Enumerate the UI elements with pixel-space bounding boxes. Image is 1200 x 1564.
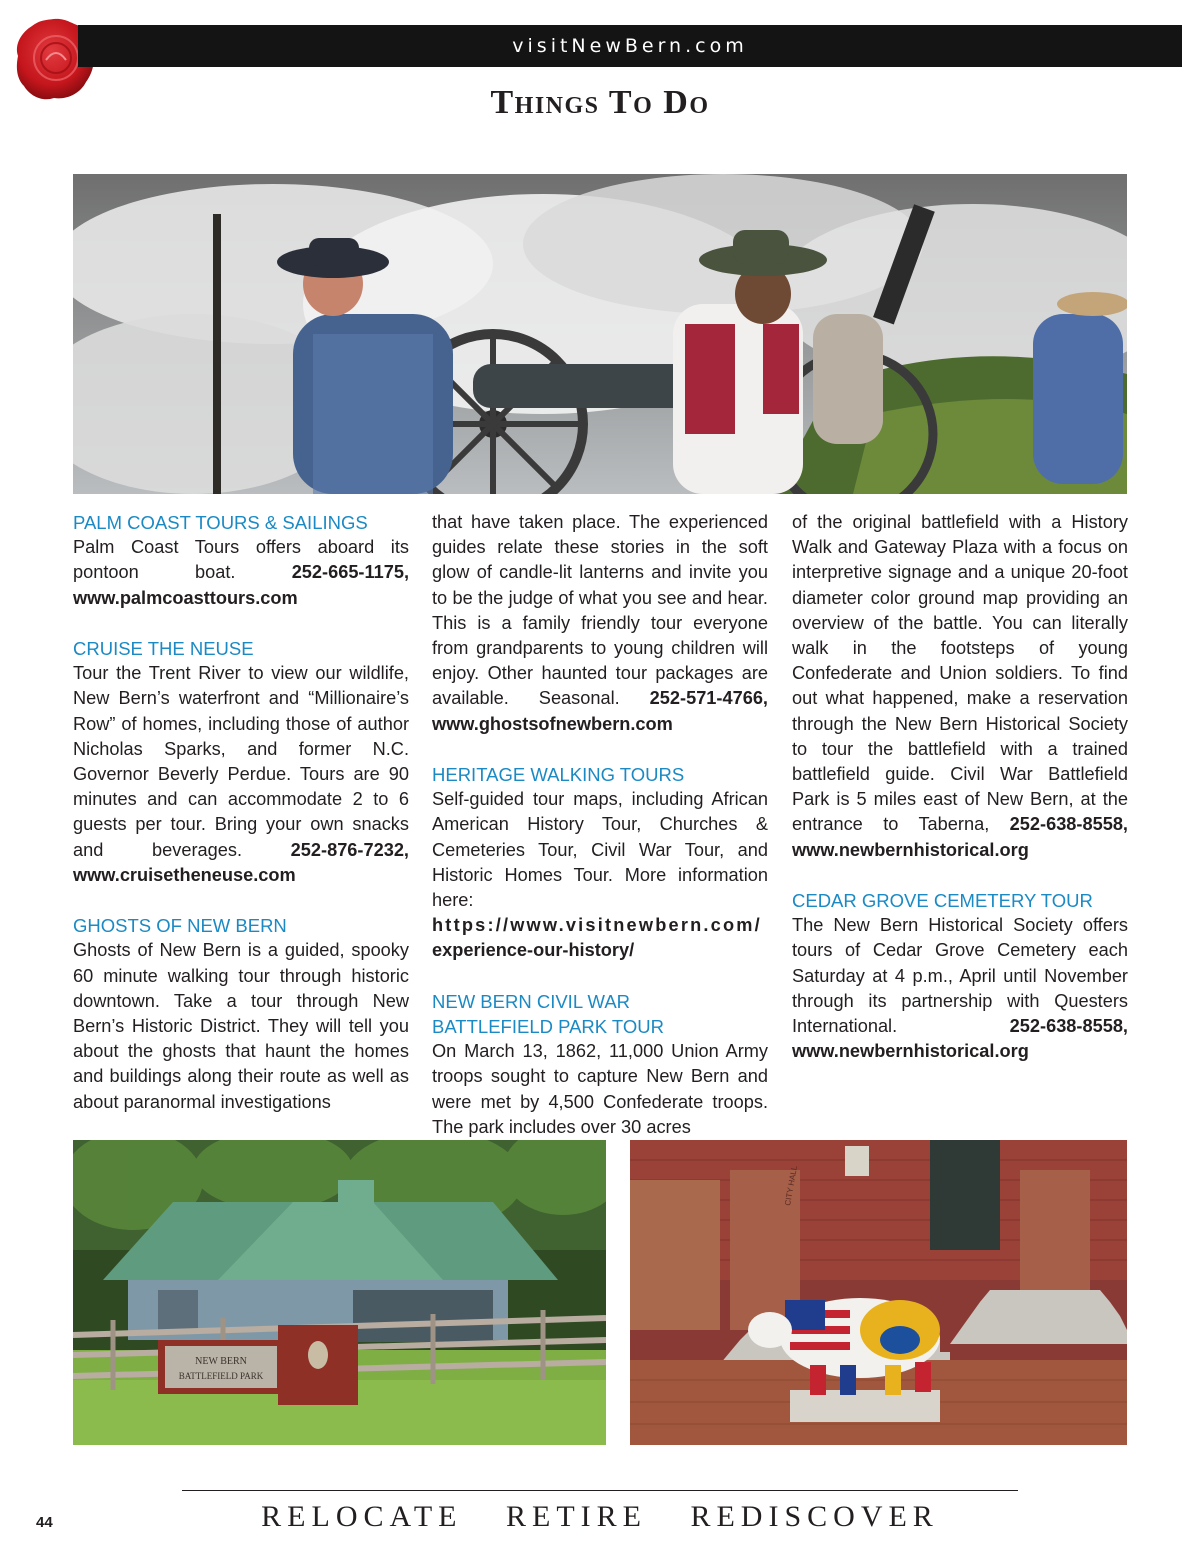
ghosts-description-part2: that have taken place. The experienced guides relate these stories in the soft glow of candle-lit lanterns and invite you to be the judge of what you see and hear. This is a family friendly tour everyone from grandparents to young children will enjoy. Other haunted tour packages are available. Seasonal. 252-571-4766, www.ghostsofnewbern.com [432, 512, 768, 734]
footer-divider [182, 1490, 1018, 1491]
heritage-link-line1[interactable]: https://www.visitnewbern.com/ [432, 915, 762, 936]
park-sign-line2: BATTLEFIELD PARK [178, 1371, 264, 1381]
section-heading-palm-coast: PALM COAST TOURS & SAILINGS [73, 512, 368, 533]
civil-war-reenactment-photo [73, 174, 1127, 494]
section-heading-cruise-neuse: CRUISE THE NEUSE [73, 638, 254, 659]
section-heading-cedar-grove: CEDAR GROVE CEMETERY TOUR [792, 890, 1093, 912]
cedar-grove-description: The New Bern Historical Society offers tours of Cedar Grove Cemetery each Saturday at 4 p.m., April until November through its partnership with Questers International. 252-638-8558, www.newbernhistorical.org [792, 915, 1128, 1062]
text-column-2 [432, 510, 768, 1140]
cedar-grove-contact[interactable]: 252-638-8558, www.newbernhistorical.org [792, 1016, 1128, 1062]
site-url-bar: visitNewBern.com [78, 25, 1182, 67]
text-column-1 [73, 510, 409, 1115]
page-number: 44 [36, 1514, 53, 1531]
battlefield-contact[interactable]: 252-638-8558, www.newbernhistorical.org [792, 814, 1128, 860]
cruise-neuse-description: Tour the Trent River to view our wildlife, New Bern’s waterfront and “Millionaire’s Row” of homes, including those of author Nicholas Sparks, and former N.C. Governor Beverly Perdue. Tours are 90 minutes and can accommodate 2 to 6 guests per tour. Bring your own snacks and beverages. 252-876-7232, www.cruisetheneuse.com [73, 663, 409, 885]
text-column-3 [792, 510, 1128, 1064]
palm-coast-contact[interactable]: 252-665-1175, www.palmcoasttours.com [73, 562, 409, 608]
battlefield-park-photo [73, 1140, 606, 1445]
city-hall-sign: CITY HALL [783, 1165, 799, 1207]
battlefield-description-part2: of the original battlefield with a History Walk and Gateway Plaza with a focus on interpretive signage and a unique 20-foot diameter color ground map providing an overview of the battle. You can literally walk in the footsteps of young Confederate and Union soldiers. To find out what happened, make a reservation through the New Bern Historical Society to tour the battlefield with a trained battlefield guide. Civil War Battlefield Park is 5 miles east of New Bern, at the entrance to Taberna, 252-638-8558, www.newbernhistorical.org [792, 512, 1128, 860]
section-heading-battlefield: NEW BERN CIVIL WAR BATTLEFIELD PARK TOUR [432, 990, 664, 1038]
palm-coast-description: Palm Coast Tours offers aboard its pontoon boat. 252-665-1175, www.palmcoasttours.com [73, 537, 409, 608]
section-heading-heritage: HERITAGE WALKING TOURS [432, 764, 685, 786]
ghosts-description-part1: Ghosts of New Bern is a guided, spooky 60 minute walking tour through historic downtown. Take a tour through New Bern’s Historic District. They will tell you about the ghosts that haunt the homes and buildings along their route as well as about paranormal investigations [73, 940, 409, 1112]
page-title: Things To Do [490, 84, 710, 121]
heritage-link-line2[interactable]: experience-our-history/ [432, 940, 635, 961]
section-heading-ghosts: GHOSTS OF NEW BERN [73, 915, 287, 937]
battlefield-description-part1: On March 13, 1862, 11,000 Union Army troops sought to capture New Bern and were met by 4,500 Confederate troops. The park includes over 30 acres [432, 1041, 768, 1137]
heritage-description: Self-guided tour maps, including African American History Tour, Churches & Cemeteries Tour, Civil War Tour, and Historic Homes Tour. More information here: https://www.visitnewbern.com/ experience-our-history/ [432, 789, 768, 961]
ghosts-contact[interactable]: 252-571-4766, www.ghostsofnewbern.com [432, 688, 768, 734]
park-sign-line1: NEW BERN [195, 1356, 247, 1367]
cruise-neuse-contact[interactable]: 252-876-7232, www.cruisetheneuse.com [73, 839, 409, 885]
city-hall-bear-statue-photo [630, 1140, 1127, 1445]
footer-tagline: RELOCATE RETIRE REDISCOVER [261, 1500, 939, 1533]
